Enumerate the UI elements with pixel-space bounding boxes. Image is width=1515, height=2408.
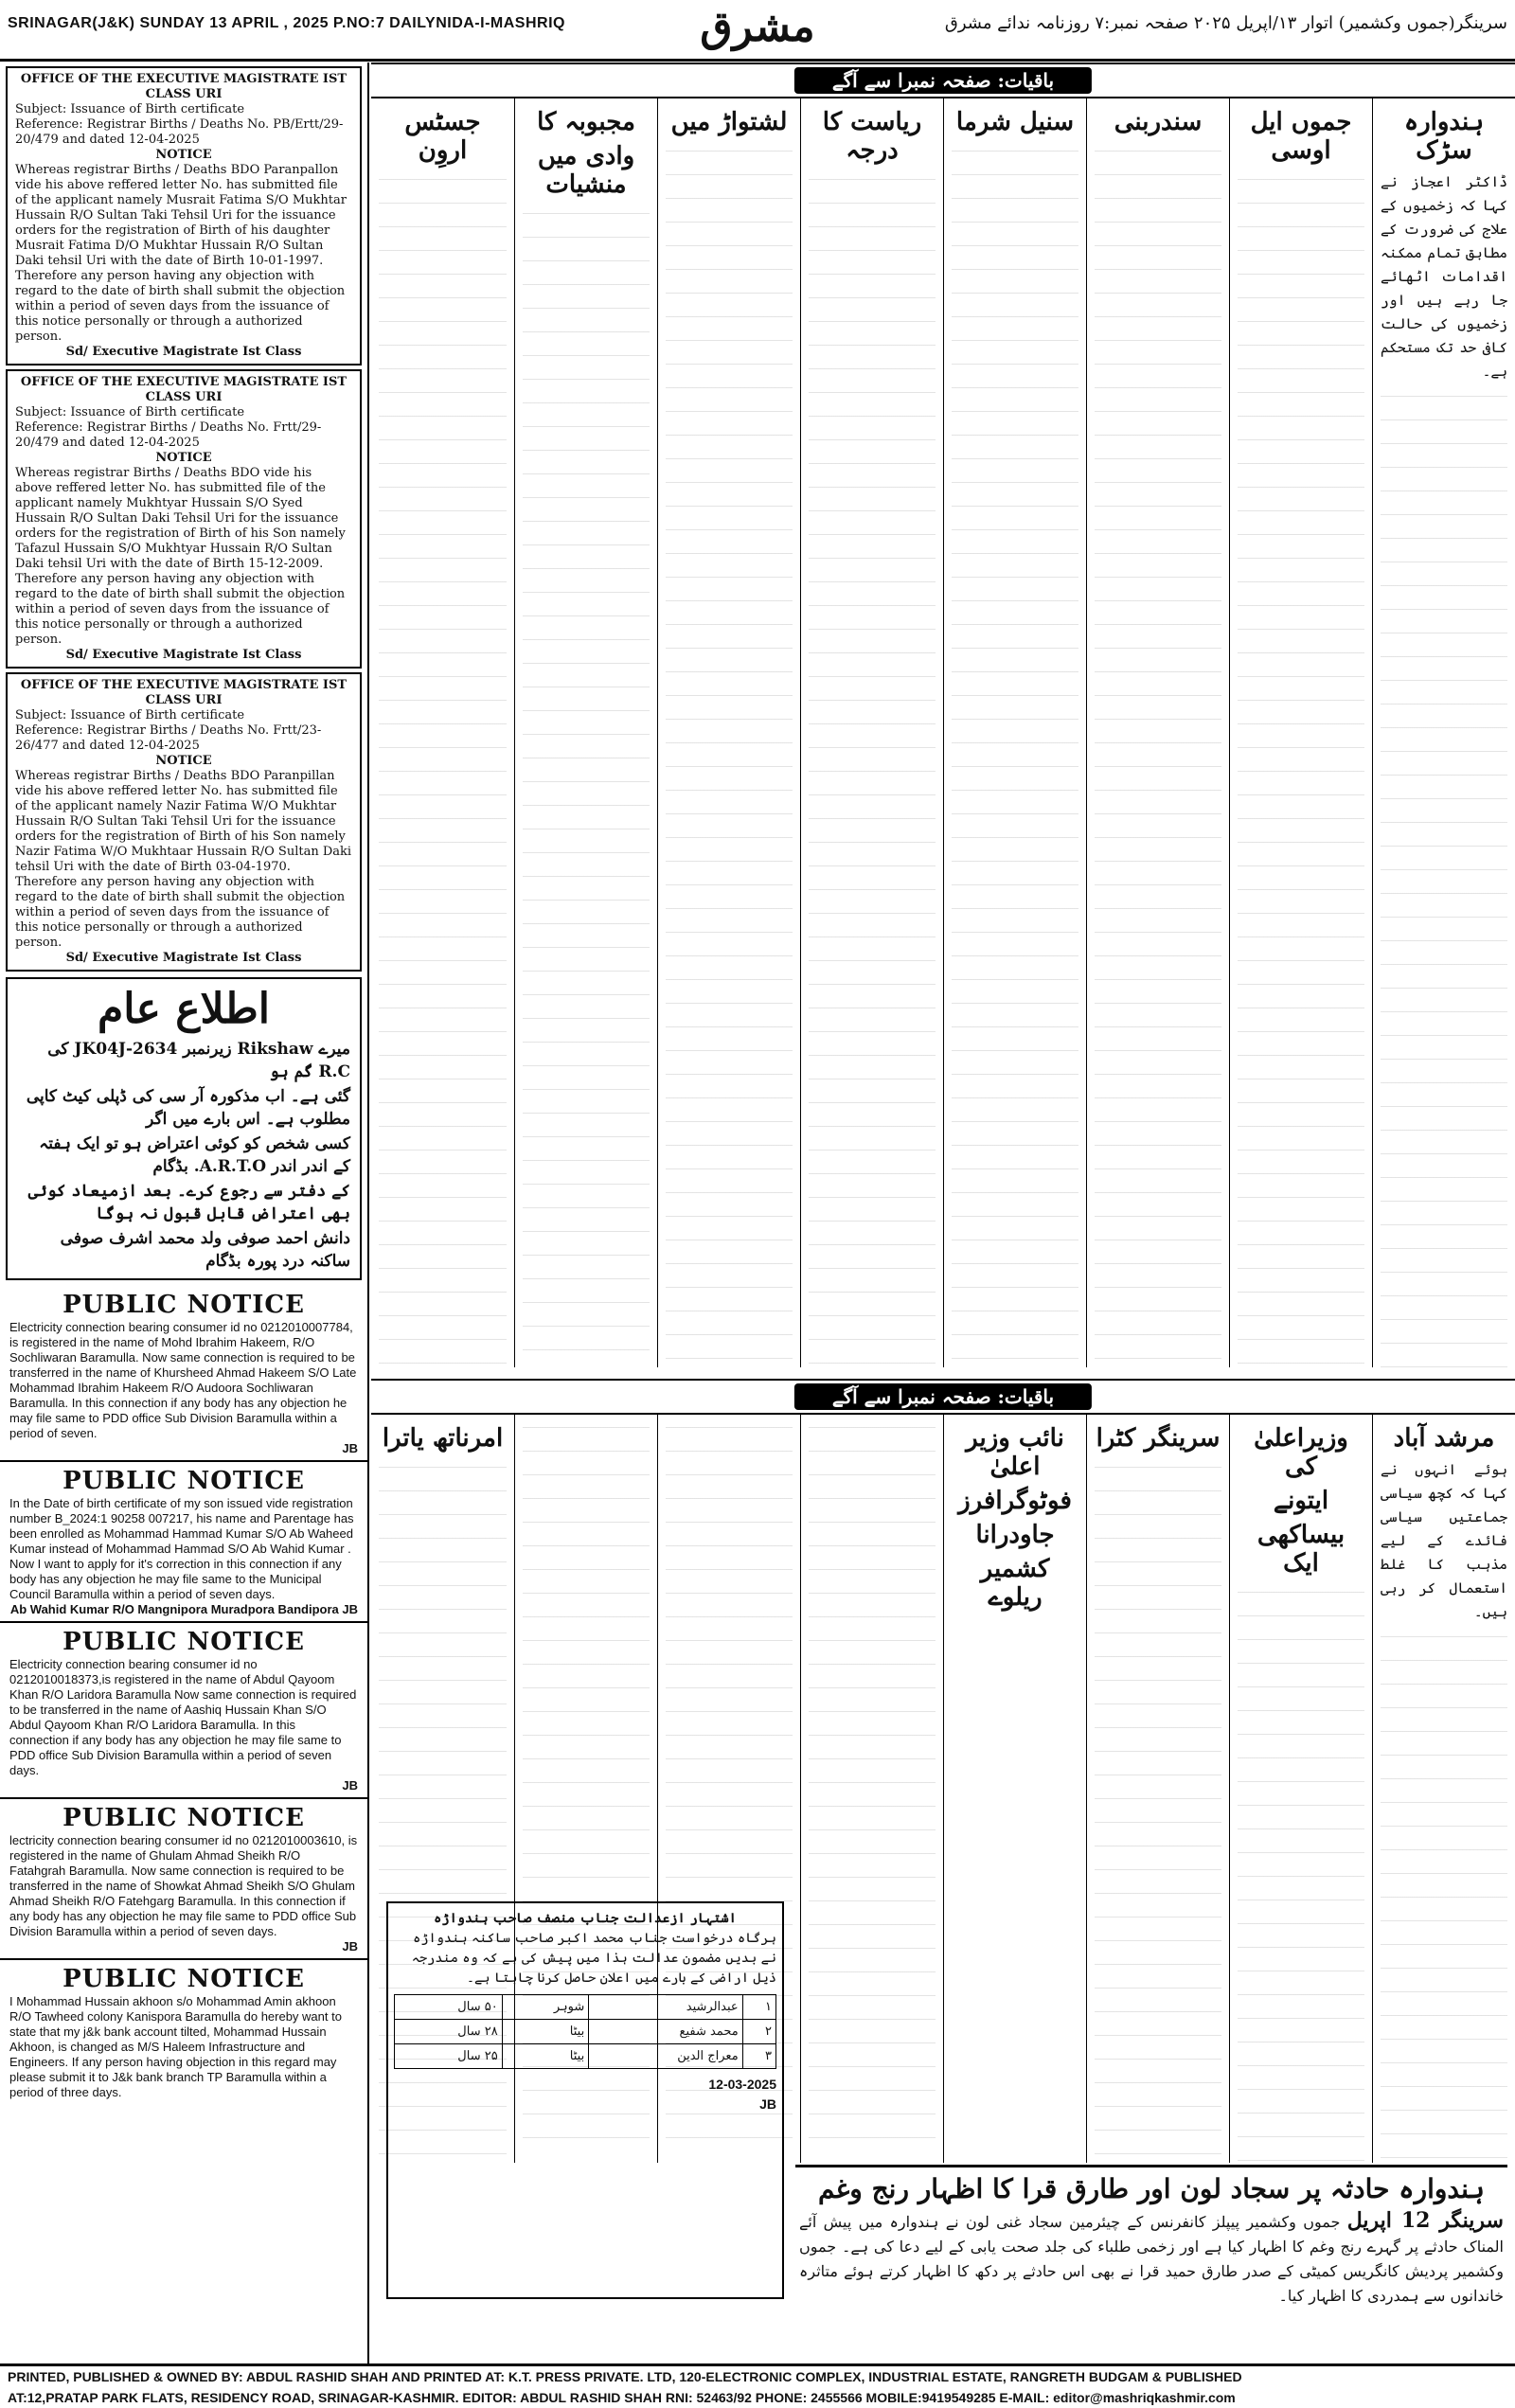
continuation-banner-bottom [371, 1379, 1515, 1415]
public-notice-body: lectricity connection bearing consumer id no 0212010003610, is registered in the name of Ghulam Ahmad Sheikh R/O Fatahgrah Baramulla. Now same connection is required to be transferred in the name of Showkat Ahmad Sheikh S/O Ghulam Ahmad Sheikh R/O Fatehgarg Baramulla. In this connection if any body has any objection he may file same to PDD office Sub Division Baramulla within a period of seven days. [9, 1833, 358, 1938]
left-notices-column [0, 62, 369, 2363]
masthead [0, 0, 1515, 62]
lead-news-story [795, 2165, 1507, 2318]
article-heading: نائب وزیر اعلیٰ [966, 1424, 1064, 1481]
public-notice-body: Electricity connection bearing consumer id no 0212010007784, is registered in the name of Mohd Ibrahim Hakeem, R/O Sochliwaran Baramulla. Now same connection is required to be transferred in the name of Khursheed Ahmad Hakeem S/O Late Mohammad Ibrahim Hakeem R/O Audoora Sochliwaran Baramulla. In this connection if any body has any objection he may file same to PDD office Sub Division Baramulla within a period of seven. [9, 1320, 357, 1440]
masthead-dateline: SRINAGAR(J&K) SUNDAY 13 APRIL , 2025 P.NO:7 DAILYNIDA-I-MASHRIQ [8, 15, 565, 31]
article-heading: امرناتھ یاترا [382, 1424, 504, 1453]
notice-body: Whereas registrar Births / Deaths BDO vide his above reffered letter No. has submitted file of the applicant namely Mukhtyar Hussain S/O Syed Hussain R/O Sultan Daki Tehsil Uri for the issuance orders for the registration of Birth of his Son namely Tafazul Hussain S/O Mukhtyar Hussain R/O Sultan Daki tehsil Uri with the date of Birth 15-12-2009. Therefore any person having any objection with regard to the date of birth shall submit the objection within a period of seven days from the issuance of this notice personally or through a authorized person. [15, 466, 346, 647]
article-heading: سرینگر کٹرا [1096, 1424, 1221, 1453]
notice-signature: Sd/ Executive Magistrate Ist Class [65, 951, 302, 965]
notice-office: OFFICE OF THE EXECUTIVE MAGISTRATE IST CLASS URI [20, 72, 348, 101]
magistrate-notice [6, 369, 362, 669]
public-notice [0, 1623, 367, 1799]
public-notice-signature: JB [342, 1939, 358, 1953]
article-body-lines [1095, 1458, 1221, 2163]
continuation-banner-top [371, 62, 1515, 98]
table-cell: معراج الدین [589, 2044, 742, 2069]
masthead-urdu-dateline: سرینگر(جموں وکشمیر) اتوار ۱۳/اپریل ۲۰۲۵ صفحہ نمبر:۷ روزنامہ ندائے مشرق [944, 13, 1507, 33]
notice-label: NOTICE [155, 754, 212, 768]
article-body-lines [1381, 387, 1507, 1367]
banner-label: باقیات: صفحہ نمبرا سے آگے [794, 67, 1092, 94]
article-heading: بیساکھی ایک [1257, 1521, 1346, 1578]
table-cell: ۲۸ سال [395, 2020, 503, 2044]
article-text: ہوئے انہوں نے کہا کہ کچھ سیاسی جماعتیں سیاسی فائدے کے لیے مذہب کا غلط استعمال کر رہی ہیں۔ [1381, 1461, 1507, 1620]
magistrate-notice [6, 672, 362, 972]
article-column [514, 98, 657, 1367]
imprint-line: PRINTED, PUBLISHED & OWNED BY: ABDUL RASHID SHAH AND PRINTED AT: K.T. PRESS PRIVATE. LTD, 120-ELECTRONIC COMPLEX, INDUSTRIAL ESTATE, RANGRETH BUDGAM & PUBLISHED [8, 2369, 1242, 2384]
announcement-line: گئی ہے۔ اب مذکورہ آر سی کی ڈپلی کیٹ کاپی مطلوب ہے۔ اس بارے میں اگر [26, 1087, 350, 1129]
table-cell: بیٹا [502, 2020, 589, 2044]
article-heading: ہندوارہ سڑک [1403, 108, 1485, 165]
article-column [657, 98, 800, 1367]
article-body-lines [952, 142, 1078, 1367]
article-column [943, 1415, 1086, 2163]
table-cell: محمد شفیع [589, 2020, 742, 2044]
public-notice [0, 1286, 367, 1462]
article-heading: وادی میں منشیات [537, 142, 635, 199]
article-column [371, 98, 514, 1367]
magistrate-notice [6, 66, 362, 366]
announcement-signature: دانش احمد صوفی ولد محمد اشرف صوفی ساکنہ درد پورہ بڈگام [60, 1229, 350, 1271]
public-notice-signature: JB [342, 1778, 358, 1793]
public-notice [0, 1960, 367, 2104]
article-heading: مجبوبہ کا [537, 108, 635, 136]
notice-signature: Sd/ Executive Magistrate Ist Class [65, 345, 302, 359]
table-cell: ۱ [742, 1995, 775, 2020]
article-body-lines [379, 170, 507, 1367]
table-row [395, 2020, 776, 2044]
court-notice-table [394, 1994, 776, 2069]
article-column [800, 1415, 943, 2163]
article-heading: فوٹوگرافرز [958, 1487, 1072, 1515]
article-column [1086, 98, 1229, 1367]
table-cell: ۲۵ سال [395, 2044, 503, 2069]
announcement-line: کے دفتر سے رجوع کرے۔ بعد ازمیعاد کوئی بھی اعتراض قابل قبول نہ ہوگا [27, 1182, 350, 1223]
table-cell: ۵۰ سال [395, 1995, 503, 2020]
table-cell: عبدالرشید [589, 1995, 742, 2020]
public-notice-title: PUBLIC NOTICE [62, 1628, 305, 1656]
article-column [1372, 98, 1515, 1367]
public-notice-body: In the Date of birth certificate of my son issued vide registration number B_2024:1 90258 007217, his name and Parentage has been enrolled as Mohammad Hammad Kumar S/O Ab Waheed Kumar instead of Mohammad Hammad S/O Ab Wahid Kumar . Now I want to apply for it's correction in this connection if any body has any objection he may file same to the Municipal Council Baramulla within a period of seven days. [9, 1496, 354, 1601]
table-cell: شوہر [502, 1995, 589, 2020]
public-notice [0, 1799, 367, 1960]
banner-label: باقیات: صفحہ نمبرا سے آگے [794, 1383, 1092, 1410]
public-notice-signature: Ab Wahid Kumar R/O Mangnipora Muradpora Bandipora JB [9, 1602, 358, 1616]
court-notice-signature: JB [759, 2096, 776, 2112]
announcement-title: اطلاع عام [98, 985, 270, 1033]
article-column [1086, 1415, 1229, 2163]
notice-body: Whereas registrar Births / Deaths BDO Paranpallon vide his above reffered letter No. has submitted file of the applicant namely Musrait Fatima S/O Mukhtar Hussain R/O Sultan Taki Tehsil Uri for the issuance orders for the registration of Birth of his daughter Musrait Fatima D/O Mukhtar Hussain R/O Sultan Daki tehsil Uri with the date of Birth 10-01-1997. Therefore any person having any objection with regard to the date of birth shall submit the objection within a period of seven days from the issuance of this notice personally or through a authorized person. [15, 163, 347, 344]
article-body-lines [1238, 170, 1364, 1367]
court-notice [386, 1901, 784, 2299]
public-notice-title: PUBLIC NOTICE [62, 1965, 305, 1993]
notice-reference: Reference: Registrar Births / Deaths No. PB/Ertt/29-20/479 and dated 12-04-2025 [15, 117, 344, 147]
public-notice-title: PUBLIC NOTICE [62, 1467, 305, 1495]
article-heading: وزیراعلیٰ کی [1254, 1424, 1348, 1481]
table-cell: ۲ [742, 2020, 775, 2044]
article-heading: سندربنی [1114, 108, 1203, 136]
article-heading: مرشد آباد [1393, 1424, 1495, 1453]
article-column [800, 98, 943, 1367]
notice-label: NOTICE [155, 148, 212, 162]
article-heading: جسٹس اروِن [404, 108, 481, 165]
article-column [1372, 1415, 1515, 2163]
notice-office: OFFICE OF THE EXECUTIVE MAGISTRATE IST CLASS URI [20, 678, 348, 707]
article-heading: جموں ایل اوسی [1250, 108, 1352, 165]
imprint-line: AT:12,PRATAP PARK FLATS, RESIDENCY ROAD, SRINAGAR-KASHMIR. EDITOR: ABDUL RASHID SHAH RNI: 52463/92 PHONE: 2455566 MOBILE:9419549285 E-MAIL: editor@mashriqkashmir.com [8, 2390, 1236, 2405]
table-row [395, 1995, 776, 2020]
article-heading: جاودرانا [975, 1521, 1055, 1549]
article-heading: ایتونے [1273, 1487, 1329, 1515]
court-notice-title: اشتہار ازعدالت جناب منصف صاحب ہندواڑہ [434, 1911, 737, 1926]
article-body-lines [809, 170, 936, 1367]
article-body-lines [666, 142, 793, 1367]
notice-subject: Subject: Issuance of Birth certificate [15, 405, 245, 419]
article-body-lines [523, 205, 650, 1367]
notice-body: Whereas registrar Births / Deaths BDO Paranpillan vide his above reffered letter No. has submitted file of the applicant namely Nazir Fatima W/O Mukhtar Hussain R/O Sultan Taki Tehsil Uri for the issuance orders for the registration of Birth of his Son namely Nazir Fatima W/O Mukhtaar Hussain R/O Sultan Daki tehsil Uri with the date of Birth 03-04-1970. Therefore any person having any objection with regard to the date of birth shall submit the objection within a period of seven days from the issuance of this notice personally or through a authorized person. [15, 769, 352, 950]
article-heading: کشمیر ریلوے [980, 1555, 1050, 1612]
notice-signature: Sd/ Executive Magistrate Ist Class [65, 648, 302, 662]
article-column [1229, 1415, 1372, 2163]
article-body-lines [1381, 1628, 1507, 2163]
article-body-lines [1095, 142, 1221, 1367]
table-cell: بیٹا [502, 2044, 589, 2069]
public-notice-title: PUBLIC NOTICE [62, 1291, 305, 1319]
public-notice-body: Electricity connection bearing consumer id no 0212010018373,is registered in the name of Abdul Qayoom Khan R/O Laridora Baramulla Now same connection is required to be transferred in the name of Aashiq Hussain Khan S/O Abdul Qayoom Khan R/O Laridora Baramulla. In this connection if any body has any objection he may file same to PDD office Sub Division Baramulla within a period of seven days. [9, 1657, 357, 1777]
table-cell: ۳ [742, 2044, 775, 2069]
imprint-footer [0, 2363, 1515, 2407]
article-body-lines [1238, 1583, 1364, 2163]
article-heading: ریاست کا درجہ [822, 108, 922, 165]
court-notice-date: 12-03-2025 [708, 2077, 776, 2092]
article-heading: سنیل شرما [955, 108, 1075, 136]
announcement-line: میرے Rikshaw زیرنمبر JK04J-2634 کی R.C گم ہو [47, 1040, 350, 1081]
notice-office: OFFICE OF THE EXECUTIVE MAGISTRATE IST CLASS URI [20, 375, 348, 404]
notice-label: NOTICE [155, 451, 212, 465]
story-headline: ہندوارہ حادثہ پر سجاد لون اور طارق قرا کا اظہار رنج وغم [818, 2173, 1485, 2204]
top-article-columns [371, 98, 1515, 1367]
public-announcement-urdu [6, 977, 362, 1280]
table-row [395, 2044, 776, 2069]
court-notice-text: ہرگاہ درخواست جناب محمد اکبر صاحب ساکنہ ہندواڑہ نے بدیں مضمون عدالت ہذا میں پیش کی ہے کہ وہ مندرجہ ذیل اراضی کے بارے میں اعلان حاصل کرنا چاہتا ہے۔ [411, 1931, 776, 1986]
article-text: ڈاکٹر اعجاز نے کہا کہ زخمیوں کے علاج کی ضرورت کے مطابق تمام ممکنہ اقدامات اٹھائے جا رہے ہیں اور زخمیوں کی حالت کافی حد تک مستحکم ہے۔ [1381, 173, 1507, 380]
story-body: جموں وکشمیر پیپلز کانفرنس کے چیئرمین سجاد غنی لون نے ہندوارہ میں پیش آئے المناک حادثے پر گہرے رنج وغم کا اظہار کیا ہے اور زخمی طلباء کی جلد صحت یابی کے لیے دعا کی ہے۔ جموں وکشمیر پردیش کانگریس کمیٹی کے صدر طارق حمید قرا نے بھی اس حادثے پر دکھ کا اظہار کرتے ہوئے متاثرہ خاندانوں سے ہمدردی کا اظہار کیا۔ [799, 2213, 1505, 2305]
article-heading: لشتواڑ میں [670, 108, 788, 136]
notice-reference: Reference: Registrar Births / Deaths No. Frtt/23-26/477 and dated 12-04-2025 [15, 723, 322, 753]
public-notice-signature: JB [342, 1441, 358, 1455]
article-body-lines [809, 1418, 936, 2159]
announcement-line: کسی شخص کو کوئی اعتراض ہو تو ایک ہفتہ کے اندر اندر A.R.T.O. بڈگام [39, 1134, 350, 1176]
public-notice-body: I Mohammad Hussain akhoon s/o Mohammad Amin akhoon R/O Tawheed colony Kanispora Baramulla do hereby want to state that my j&k bank account tilted, Mohammad Hussain Akhoon, is changed as M/S Haleem Infrastructure and Engineers. If any person having objection in this regard may please submit it to J&k bank branch TP Baramulla within a period of three days. [9, 1994, 342, 2099]
story-dateline: سرینگر 12 اپریل [1346, 2208, 1504, 2233]
article-column [943, 98, 1086, 1367]
notice-subject: Subject: Issuance of Birth certificate [15, 102, 245, 116]
notice-reference: Reference: Registrar Births / Deaths No. Frtt/29-20/479 and dated 12-04-2025 [15, 420, 322, 450]
article-column [1229, 98, 1372, 1367]
newspaper-logo: مشرق [700, 3, 815, 51]
public-notice [0, 1462, 367, 1623]
public-notice-title: PUBLIC NOTICE [62, 1804, 305, 1832]
notice-subject: Subject: Issuance of Birth certificate [15, 708, 245, 722]
